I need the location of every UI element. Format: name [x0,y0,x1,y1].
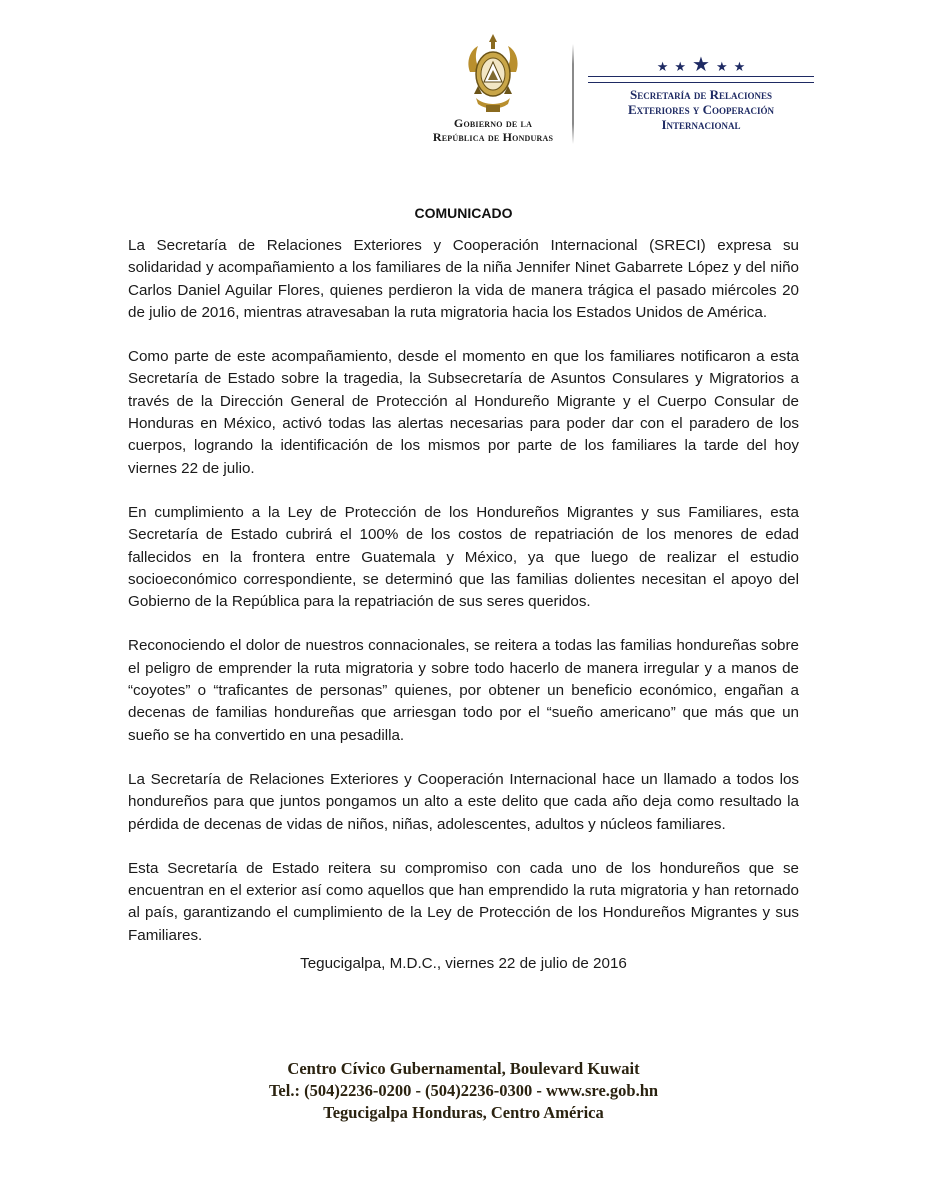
paragraph: Como parte de este acompañamiento, desde el momento en que los familiares notificaron a esta Secretaría de Estado sobre la tragedia, la Subsecretaría de Asuntos Consulares y Migratorios a través de la Dirección General de Protección al Hondureño Migrante y el Cuerpo Consular de Honduras en México, activó todas las alertas necesarias para poder dar con el paradero de los cuerpos, logrando la identificación de los mismos por parte de los familiares la tarde del hoy viernes 22 de julio. [128,348,799,477]
footer-address: Centro Cívico Gubernamental, Boulevard Kuwait [287,1059,640,1078]
government-name [418,116,568,144]
footer [0,1058,927,1124]
ministry-stars [588,52,814,74]
document-title: COMUNICADO [414,205,513,221]
paragraph: Esta Secretaría de Estado reitera su compromiso con cada uno de los hondureños que se encuentran en el exterior así como aquellos que han emprendido la ruta migratoria y han retornado al país, garantizando el cumplimiento de la Ley de Protección de los Hondureños Migrantes y sus Familiares. [128,859,799,944]
footer-location: Tegucigalpa Honduras, Centro América [323,1103,604,1122]
government-name-line1: Gobierno de la [453,116,533,130]
ministry-logo [588,52,814,132]
header-divider [572,44,574,144]
footer-contact: Tel.: (504)2236-0200 - (504)2236-0300 - www.sre.gob.hn [268,1081,659,1100]
ministry-rule [588,76,814,83]
ministry-name-line3: Internacional [661,117,741,132]
ministry-name-line1: Secretaría de Relaciones [630,87,772,102]
paragraph: Reconociendo el dolor de nuestros connacionales, se reitera a todas las familias hondureñas sobre el peligro de emprender la ruta migratoria y sobre todo hacerlo de manera irregular y a manos de “coyotes” o “traficantes de personas” quienes, por obtener un beneficio económico, engañan a decenas de familias hondureñas que arriesgan todo por el “sueño americano” que más que un sueño se ha convertido en una pesadilla. [128,637,799,744]
ministry-name-line2: Exteriores y Cooperación [627,102,775,117]
star-icon: ★ [733,60,746,75]
ministry-name [588,87,814,132]
paragraph: La Secretaría de Relaciones Exteriores y Cooperación Internacional (SRECI) expresa su solidaridad y acompañamiento a los familiares de la niña Jennifer Ninet Gabarrete López y del niño Carlos Daniel Aguilar Flores, quienes perdieron la vida de manera trágica el pasado miércoles 20 de julio de 2016, mientras atravesaban la ruta migratoria hacia los Estados Unidos de América. [128,237,799,321]
government-logo [418,32,568,144]
star-icon: ★ [715,60,728,75]
star-icon: ★ [674,60,687,75]
star-icon: ★ [656,60,669,75]
paragraph: En cumplimiento a la Ley de Protección de los Hondureños Migrantes y sus Familiares, esta Secretaría de Estado cubrirá el 100% de los costos de repatriación de los menores de edad fallecidos en la frontera entre Guatemala y México, ya que luego de realizar el estudio socioeconómico correspondiente, se determinó que las familias dolientes necesitan el apoyo del Gobierno de la República para la repatriación de sus seres queridos. [128,503,799,611]
paragraph: La Secretaría de Relaciones Exteriores y Cooperación Internacional hace un llamado a todos los hondureños para que juntos pongamos un alto a este delito que cada año deja como resultado la pérdida de decenas de vidas de niños, niñas, adolescentes, adultos y núcleos familiares. [128,770,799,833]
coat-of-arms-icon [464,32,522,114]
document-body [128,235,799,969]
date-line: Tegucigalpa, M.D.C., viernes 22 de julio de 2016 [300,955,627,972]
government-name-line2: República de Honduras [432,130,554,144]
star-icon: ★ [692,52,710,76]
